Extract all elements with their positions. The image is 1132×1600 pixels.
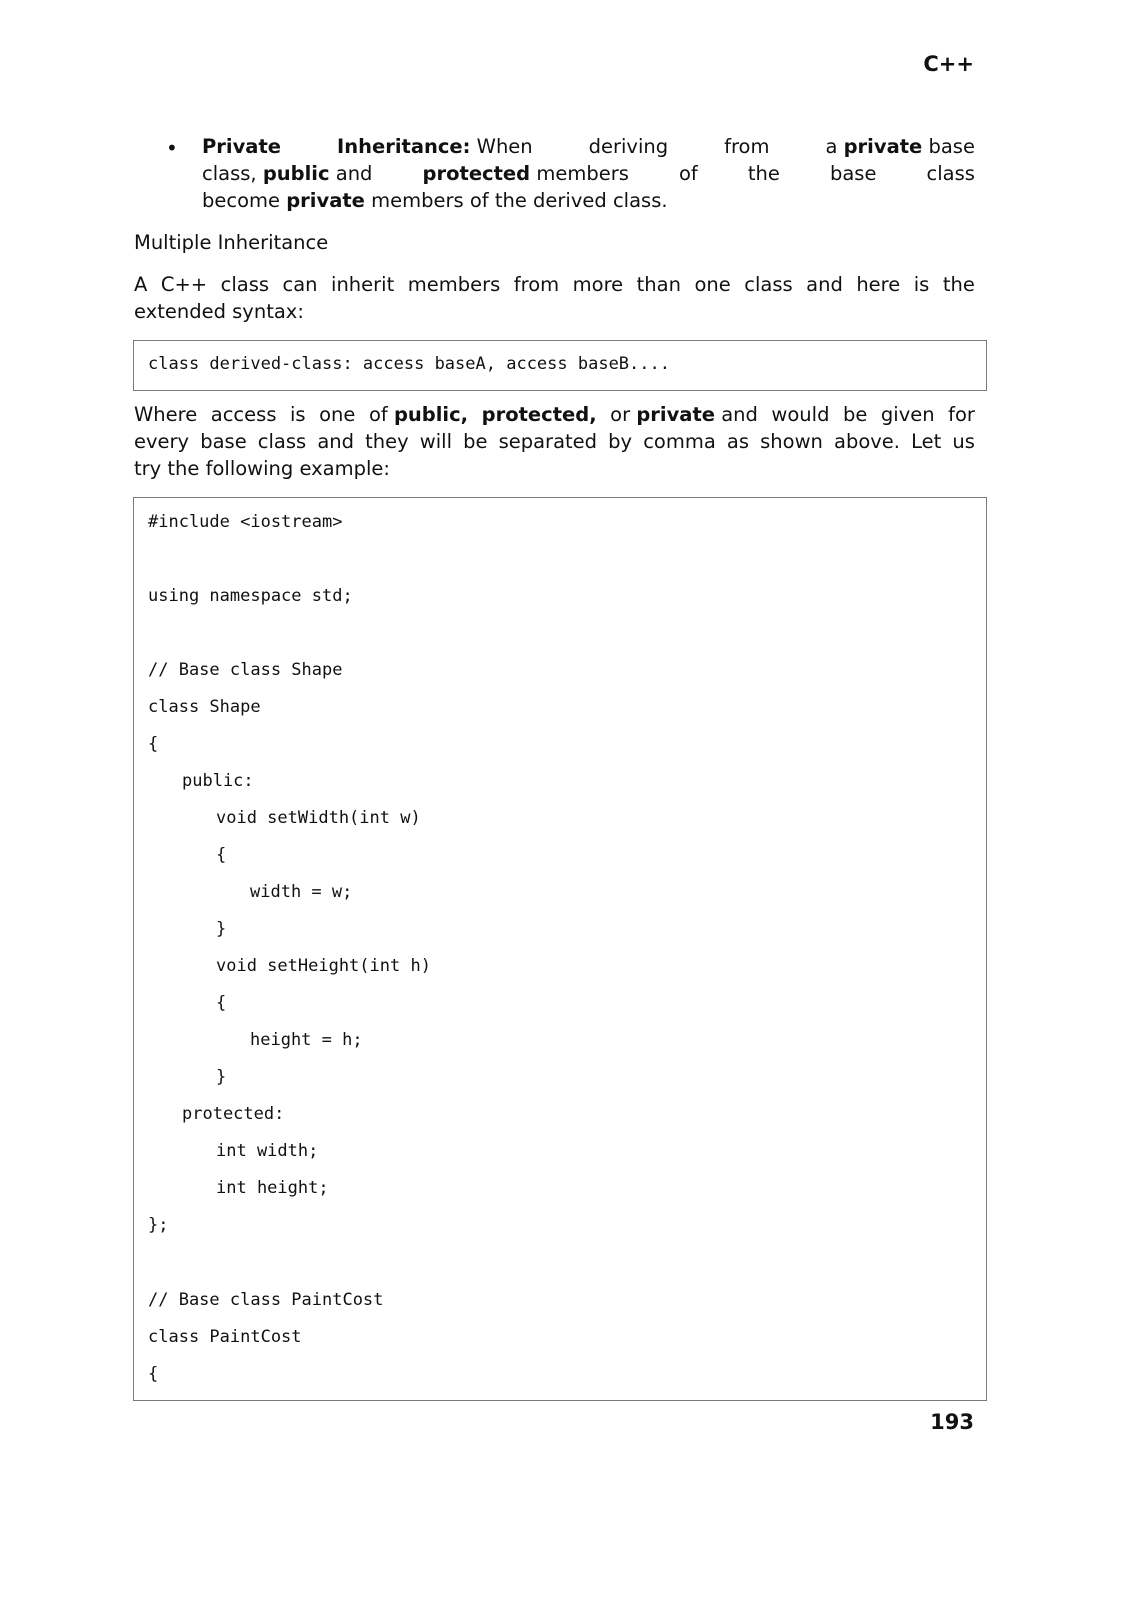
word: more <box>572 273 624 296</box>
word: Let <box>911 430 942 453</box>
bold-term: public, <box>393 403 469 426</box>
word-group <box>369 401 468 428</box>
code-line: void setHeight(int h) <box>216 956 431 976</box>
word: than <box>636 273 681 296</box>
word: and <box>335 162 373 185</box>
bullet-line-2 <box>202 160 975 187</box>
text-run: members of the derived class. <box>364 189 668 212</box>
word: and <box>806 273 843 296</box>
word: class, <box>202 162 257 185</box>
bold-term: private <box>286 189 365 212</box>
word: class <box>744 273 793 296</box>
explanation-paragraph <box>134 401 975 482</box>
word: comma <box>643 430 716 453</box>
word: a <box>825 135 838 158</box>
word: and <box>317 430 355 453</box>
word: for <box>948 403 975 426</box>
word: of <box>678 162 698 185</box>
page-number: 193 <box>930 1410 974 1434</box>
word: inherit <box>331 273 395 296</box>
bold-term: public <box>262 162 330 185</box>
word: us <box>952 430 975 453</box>
code-line: width = w; <box>250 882 353 902</box>
term-group <box>337 133 533 160</box>
word: would <box>771 403 830 426</box>
word: be <box>463 430 488 453</box>
word: every <box>134 430 190 453</box>
word: or <box>610 403 631 426</box>
word: can <box>282 273 318 296</box>
code-line: { <box>148 1364 159 1384</box>
word: one <box>694 273 731 296</box>
word: base <box>829 162 877 185</box>
code-line: class PaintCost <box>148 1327 302 1347</box>
example-code-block <box>133 497 987 1401</box>
word: the <box>747 162 780 185</box>
syntax-code-block <box>133 340 987 391</box>
word-group <box>202 160 372 187</box>
section-heading: Multiple Inheritance <box>134 231 329 254</box>
code-line: class Shape <box>148 697 261 717</box>
word: access <box>210 403 277 426</box>
bold-term: protected <box>422 162 531 185</box>
word: A <box>134 273 148 296</box>
running-header-title: C++ <box>923 52 974 76</box>
code-line: { <box>216 845 227 865</box>
explanation-line-1 <box>134 401 975 428</box>
intro-line-2: extended syntax: <box>134 300 304 323</box>
word: given <box>880 403 935 426</box>
word: shown <box>760 430 823 453</box>
word-group <box>825 133 975 160</box>
bold-term: Private <box>202 135 282 158</box>
code-line: #include <iostream> <box>148 512 343 532</box>
word: one <box>319 403 356 426</box>
bold-term: Inheritance: <box>336 135 471 158</box>
code-line: }; <box>148 1215 169 1235</box>
word-group <box>610 401 758 428</box>
word: here <box>856 273 901 296</box>
code-line: // Base class Shape <box>148 660 343 680</box>
word: is <box>290 403 306 426</box>
word: is <box>913 273 930 296</box>
code-line: protected: <box>182 1104 285 1124</box>
intro-paragraph <box>134 271 975 325</box>
word: base <box>200 430 247 453</box>
word: above. <box>834 430 900 453</box>
code-line: void setWidth(int w) <box>216 808 421 828</box>
explanation-line-2 <box>134 428 975 455</box>
word: separated <box>498 430 598 453</box>
code-line: } <box>216 919 227 939</box>
bullet-marker: • <box>166 136 178 160</box>
word: of <box>368 403 388 426</box>
word: base <box>928 135 975 158</box>
bold-term: protected, <box>481 403 597 426</box>
code-line: height = h; <box>250 1030 363 1050</box>
code-line: { <box>148 734 159 754</box>
code-line: // Base class PaintCost <box>148 1290 384 1310</box>
word: members <box>407 273 501 296</box>
code-line: int width; <box>216 1141 319 1161</box>
word: be <box>843 403 868 426</box>
word: C++ <box>160 273 208 296</box>
code-line: } <box>216 1067 227 1087</box>
word: will <box>419 430 452 453</box>
text-run: become <box>202 189 287 212</box>
private-inheritance-bullet <box>202 133 975 214</box>
bold-term: private <box>843 135 923 158</box>
word: class <box>926 162 975 185</box>
bold-term: private <box>636 403 715 426</box>
word: as <box>726 430 750 453</box>
code-line: public: <box>182 771 254 791</box>
code-line: int height; <box>216 1178 329 1198</box>
bullet-line-3 <box>202 187 975 214</box>
word: from <box>513 273 560 296</box>
word: the <box>942 273 975 296</box>
bullet-line-1 <box>202 133 975 160</box>
word: deriving <box>588 135 669 158</box>
explanation-line-3: try the following example: <box>134 457 390 480</box>
word: Where <box>134 403 198 426</box>
code-line: { <box>216 993 227 1013</box>
word: by <box>608 430 633 453</box>
word: members <box>536 162 629 185</box>
word: class <box>257 430 307 453</box>
code-line: class derived-class: access baseA, access baseB.... <box>148 354 670 374</box>
word: When <box>476 135 533 158</box>
word: they <box>365 430 409 453</box>
word: from <box>724 135 770 158</box>
intro-line-1 <box>134 271 975 298</box>
word: class <box>220 273 270 296</box>
word: and <box>721 403 758 426</box>
word-group <box>423 160 629 187</box>
code-line: using namespace std; <box>148 586 353 606</box>
